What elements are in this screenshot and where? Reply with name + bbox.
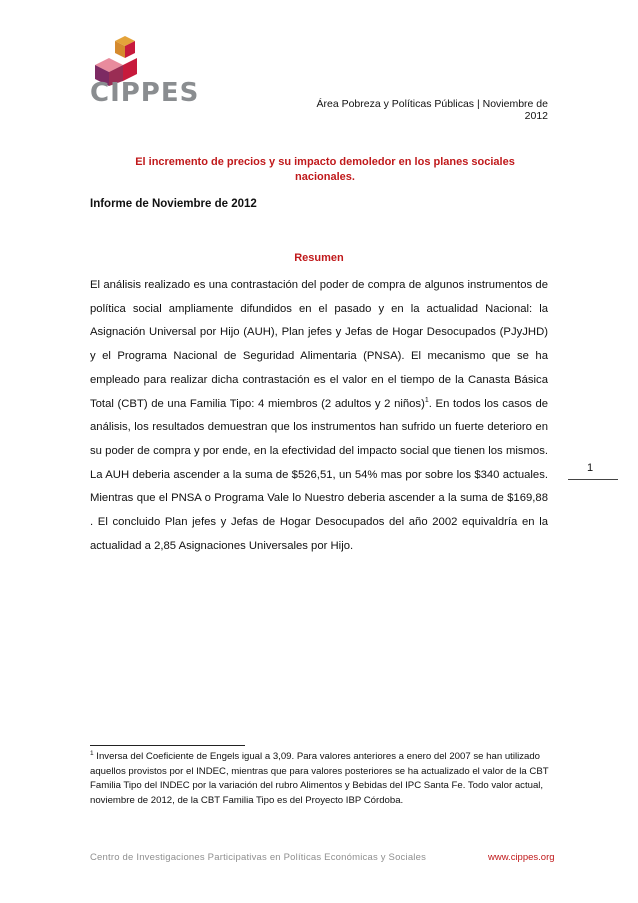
section-heading-resumen: Resumen bbox=[294, 252, 344, 264]
cippes-logo-text: CIPPES bbox=[90, 78, 200, 108]
summary-text-part2: . En todos los casos de análisis, los resultados demuestran que los instrumentos han sufrido un fuerte deterioro en su poder de compra y por ende, en la efectividad del impacto social que tienen los mismos. La AUH deberia ascender a la suma de $526,51, un 54% mas por sobre los $340 actuales. Mientras que el PNSA o Programa Vale lo Nuestro deberia ascender a la suma de $169,88 . El concluido Plan jefes y Jefas de Hogar Desocupados del año 2002 equivaldría en la actualidad a 2,85 Asignaciones Universales por Hijo. bbox=[90, 397, 549, 552]
page-number: 1 bbox=[587, 462, 594, 474]
footnote-text: Inversa del Coeficiente de Engels igual a 3,09. Para valores anteriores a enero del 2007 se han utilizado aquellos provistos por el INDEC, mientras que para valores posteriores se ha actualizado el valor de la CBT Familia Tipo del INDEC por la variación del rubro Alimentos y Bebidas del IPC Santa Fe. Todo valor actual, noviembre de 2012, de la CBT Familia Tipo es del Proyecto IBP Córdoba. bbox=[90, 751, 549, 806]
document-title: El incremento de precios y su impacto demoledor en los planes sociales nacionales. bbox=[135, 156, 515, 183]
summary-text-part1: El análisis realizado es una contrastación del poder de compra de algunos instrumentos de política social ampliamente difundidos en el pasado y en la actualidad Nacional: la Asignación Universal por Hijo (AUH), Plan jefes y Jefas de Hogar Desocupados (PJyJHD) y el Programa Nacional de Seguridad Alimentaria (PNSA). El mecanismo que se ha empleado para realizar dicha contrastación es el valor en el tiempo de la Canasta Básica Total (CBT) de una Familia Tipo: 4 miembros (2 adultos y 2 niños) bbox=[90, 279, 548, 410]
footer-organization: Centro de Investigaciones Participativas en Políticas Económicas y Sociales bbox=[90, 852, 427, 863]
page-number-divider bbox=[568, 479, 618, 480]
footnote-separator bbox=[90, 745, 245, 746]
footnote-number: 1 bbox=[90, 749, 94, 757]
footer-website-link[interactable]: www.cippes.org bbox=[488, 852, 555, 863]
report-subtitle: Informe de Noviembre de 2012 bbox=[90, 198, 257, 210]
footnote-reference[interactable]: 1 bbox=[424, 396, 429, 404]
footnote bbox=[90, 750, 555, 808]
area-date-header: Área Pobreza y Políticas Públicas | Noviembre de 2012 bbox=[316, 98, 548, 122]
summary-paragraph bbox=[90, 274, 548, 558]
